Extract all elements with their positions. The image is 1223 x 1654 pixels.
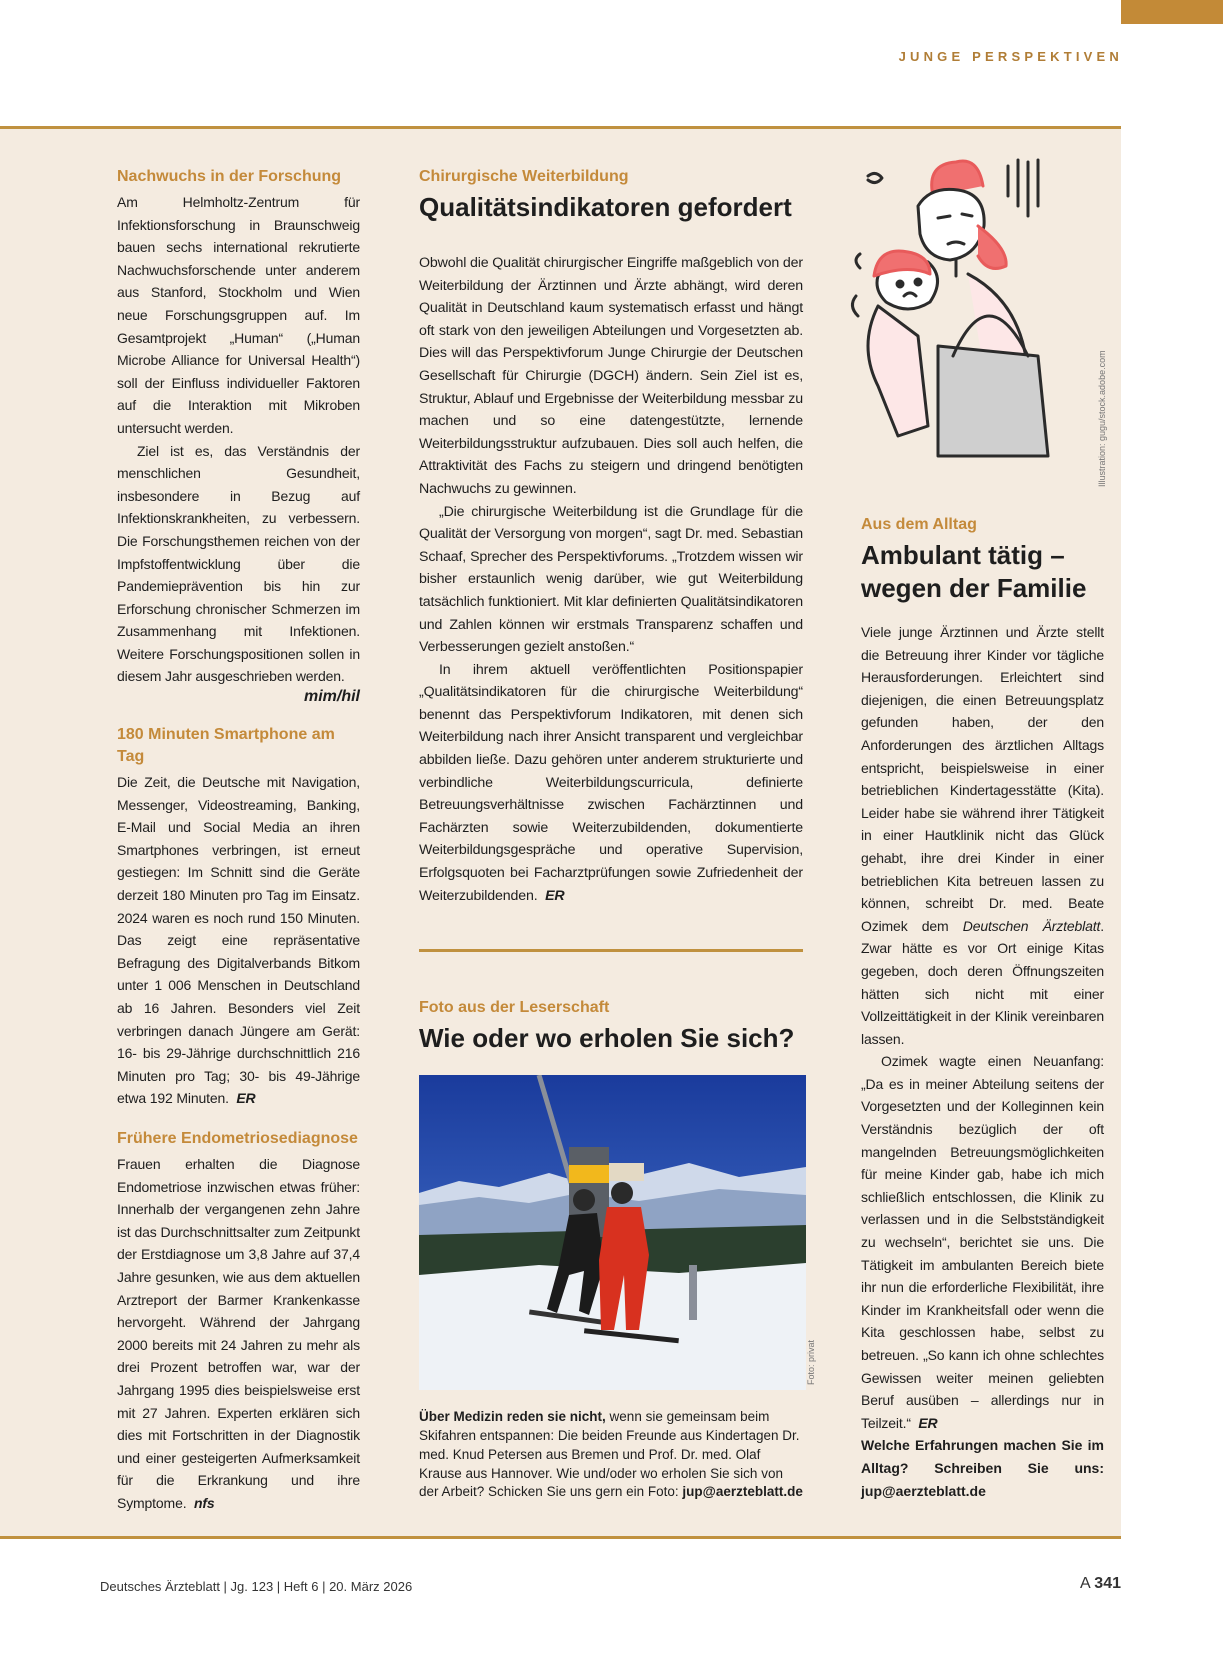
reader-question: Welche Erfahrungen machen Sie im Alltag? Schreiben Sie uns: jup@aerzteblatt.de bbox=[861, 1437, 1104, 1499]
sidebar-headline: Ambulant tätig – wegen der Familie bbox=[861, 540, 1087, 603]
sidebar-paragraph-text: Ozimek wagte einen Neuanfang: „Da es in meiner Abteilung seitens der Vorgesetzten und der Kolleginnen kein Verständnis bezüglich der oft mangelnden Betreuungsmöglichkeiten für meine Kinder gab, habe ich mich schließlich entschlossen, die Klinik zu verlassen und in die Selbstständigkeit zu wechseln“, berichtet sie uns. Die Tätigkeit im ambulanten Bereich biete ihr nun die erforderliche Flexibilität, ihre Kinder im Krankheitsfall oder wenn die Kita geschlossen habe, selbst zu betreuen. „So kann ich ohne schlechtes Gewissen weiter meinen geliebten Beruf ausüben – allerdings nur in Teilzeit.“ bbox=[861, 1053, 1104, 1431]
photo-feature-headline: Wie oder wo erholen Sie sich? bbox=[419, 1023, 795, 1054]
divider-rule bbox=[419, 949, 803, 952]
news-signature: ER bbox=[236, 1090, 256, 1107]
sidebar-signature: ER bbox=[918, 1414, 938, 1431]
news-item-smartphone bbox=[117, 724, 360, 1110]
news-column bbox=[117, 166, 360, 1532]
article-headline: Qualitätsindikatoren gefordert bbox=[419, 192, 792, 222]
news-paragraph-text: Frauen erhalten die Diagnose Endometriose inzwischen etwas früher: Innerhalb der vergangenen zehn Jahre ist das Durchschnittsalter zum Zeitpunkt der Erstdiagnose um 3,8 Jahre auf 37,4 Jahre gesunken, wie aus dem aktuellen Arztreport der Barmer Krankenkasse hervorgeht. Während der Jahrgang 2000 bereits mit 24 Jahren zu mehr als drei Prozent betroffen war, war der Jahrgang 1995 dies beispielsweise erst mit 27 Jahren. Experten erklären sich dies mit Fortschritten in der Diagnostik und einer gesteigerten Aufmerksamkeit für die Erkrankung und ihre Symptome. bbox=[117, 1155, 360, 1511]
news-kicker: Frühere Endometriosediagnose bbox=[117, 1129, 358, 1147]
news-paragraph: Am Helmholtz-Zentrum für Infektionsforschung in Braunschweig bauen sechs international rekrutierte Nachwuchsforschende unter anderem aus Stanford, Stockholm und Wien neue Forschungsgruppen auf. Im Gesamtprojekt „Human“ („Human Microbe Alliance for Universal Health“) soll der Einfluss individueller Faktoren auf die Interaktion mit Mikroben untersucht werden. bbox=[117, 194, 360, 436]
sidebar-kicker: Aus dem Alltag bbox=[861, 516, 977, 533]
news-paragraph: Ziel ist es, das Verständnis der menschlichen Gesundheit, insbesondere in Bezug auf Infektionskrankheiten, zu verbessern. Die Forschungsthemen reichen von der Impfstoffentwicklung über die Pandemieprävention bis hin zur Erforschung chronischer Schmerzen im Zusammenhang mit Infektionen. Weitere Forschungspositionen sollen in diesem Jahr ausgeschrieben werden. bbox=[117, 442, 360, 685]
journal-footer: Deutsches Ärzteblatt | Jg. 123 | Heft 6 | 20. März 2026 bbox=[100, 1579, 413, 1594]
news-paragraph bbox=[117, 771, 360, 1110]
news-item-endometriosis bbox=[117, 1128, 360, 1515]
news-item-research bbox=[117, 166, 360, 706]
article-paragraph-text: In ihrem aktuell veröffentlichten Positionspapier „Qualitätsindikatoren für die chirurgische Weiterbildung“ benennt das Perspektivforum Indikatoren, mit denen sich Weiterbildung nach ihrer Ansicht transparent und vergleichbar abbilden ließe. Dazu gehören unter anderem strukturierte und verbindliche Weiterbildungscurricula, definierte Betreuungsverhältnisse zwischen Fachärztinnen und Fachärzten sowie Weiterzubildenden, dokumentierte Weiterbildungsgespräche und operative Supervision, Erfolgsquoten bei Facharztprüfungen sowie Zufriedenheit der Weiterzubildenden. bbox=[419, 661, 803, 904]
sidebar-paragraph bbox=[861, 621, 1104, 1050]
caption-lead: Über Medizin reden sie nicht, bbox=[419, 1409, 606, 1425]
news-signature: nfs bbox=[193, 1494, 215, 1511]
article-paragraph: Obwohl die Qualität chirurgischer Eingriffe maßgeblich von der Weiterbildung der Ärztinnen und Ärzte abhängt, wird deren Qualität in Deutschland kaum systematisch erfasst und hängt oft stark von den jeweiligen Abteilungen und Vorgesetzten ab. Dies will das Perspektivforum Junge Chirurgie der Deutschen Gesellschaft für Chirurgie (DGCH) ändern. Sein Ziel ist es, Struktur, Ablauf und Ergebnisse der Weiterbildung messbar zu machen und so eine datengestützte, lernende Weiterbildungsstruktur aufzubauen. Dies soll auch helfen, die Attraktivität des Fachs zu steigern und dringend benötigten Nachwuchs zu gewinnen. bbox=[419, 255, 803, 497]
illustration-credit: Illustration: gugu/stock.adobe.com bbox=[1097, 350, 1107, 487]
sidebar-article-column bbox=[861, 514, 1104, 1516]
sidebar-publication-name: Deutschen Ärzteblatt bbox=[962, 917, 1101, 934]
news-kicker: Nachwuchs in der Forschung bbox=[117, 168, 342, 185]
article-paragraph bbox=[419, 659, 803, 908]
photo-credit: Foto: privat bbox=[806, 1339, 816, 1385]
main-article-column bbox=[419, 166, 803, 1502]
news-paragraph-text: Die Zeit, die Deutsche mit Navigation, Messenger, Videostreaming, Banking, E-Mail und Social Media an ihren Smartphones verbringen, ist erneut gestiegen: Im Schnitt sind die Geräte derzeit 180 Minuten pro Tag im Einsatz. 2024 waren es noch rund 150 Minuten. Das zeigt eine repräsentative Befragung des Digitalverbands Bitkom unter 1 006 Menschen in Deutschland ab 16 Jahren. Besonders viel Zeit verbringen danach Jüngere am Gerät: 16- bis 29-Jährige durchschnittlich 216 Minuten pro Tag; 30- bis 49-Jährige etwa 192 Minuten. bbox=[117, 774, 360, 1107]
corner-color-tab bbox=[1121, 0, 1223, 24]
sidebar-paragraph bbox=[861, 1050, 1104, 1434]
photo-caption bbox=[419, 1408, 803, 1502]
news-kicker: 180 Minuten Smartphone am Tag bbox=[117, 726, 335, 766]
news-paragraph bbox=[117, 1153, 360, 1515]
article-signature: ER bbox=[545, 887, 565, 904]
article-kicker: Chirurgische Weiterbildung bbox=[419, 168, 629, 185]
two-skiers-mountain-photo bbox=[419, 1075, 806, 1390]
section-header: JUNGE PERSPEKTIVEN bbox=[898, 49, 1123, 64]
skiers-photo-drawing bbox=[419, 1075, 806, 1390]
photo-feature-kicker: Foto aus der Leserschaft bbox=[419, 999, 610, 1017]
page-number bbox=[1080, 1575, 1121, 1593]
caption-text: wenn sie gemeinsam beim Skifahren entspannen: Die beiden Freunde aus Kindertagen Dr. med. Knud Petersen aus Bremen und Prof. Dr. med. Olaf Krause aus Hannover. Wie und/oder wo erholen Sie sich von der Arbeit? Schicken Sie uns gern ein Foto: bbox=[419, 1409, 800, 1500]
news-signature: mim/hil bbox=[303, 688, 360, 706]
page-number-value: 341 bbox=[1094, 1575, 1121, 1592]
article-paragraph: „Die chirurgische Weiterbildung ist die Grundlage für die Qualität der Versorgung von morgen“, sagt Dr. med. Sebastian Schaaf, Sprecher des Perspektivforums. „Trotzdem wissen wir bisher erstaunlich wenig darüber, wie gut Weiterbildung tatsächlich funktioniert. Mit klar definierten Qualitätsindikatoren und Zahlen können wir erstmals Transparenz schaffen und Verbesserungen gezielt anstoßen.“ bbox=[419, 503, 803, 656]
stressed-mother-with-crying-child-illustration bbox=[838, 156, 1078, 496]
page-prefix: A bbox=[1080, 1575, 1090, 1592]
caption-email[interactable]: jup@aerzteblatt.de bbox=[682, 1484, 803, 1500]
sidebar-paragraph-text-b: . Zwar hätte es vor Ort einige Kitas gegeben, doch deren Öffnungszeiten hätten sich nicht mit einer Vollzeittätigkeit in der Klinik vereinbaren lassen. bbox=[861, 917, 1104, 1047]
sidebar-paragraph-text-a: Viele junge Ärztinnen und Ärzte stellt die Betreuung ihrer Kinder vor tägliche Herausforderungen. Erleichtert sind diejenigen, die einen Betreuungsplatz gefunden haben, der den Anforderungen des ärztlichen Alltags entspricht, beispielsweise in einer betrieblichen Kindertagesstätte (Kita). Leider habe sie während ihrer Tätigkeit in einer Hautklinik nicht das Glück gehabt, ihre drei Kinder in einer betrieblichen Kita betreuen lassen zu können, schreibt Dr. med. Beate Ozimek dem bbox=[861, 624, 1104, 934]
